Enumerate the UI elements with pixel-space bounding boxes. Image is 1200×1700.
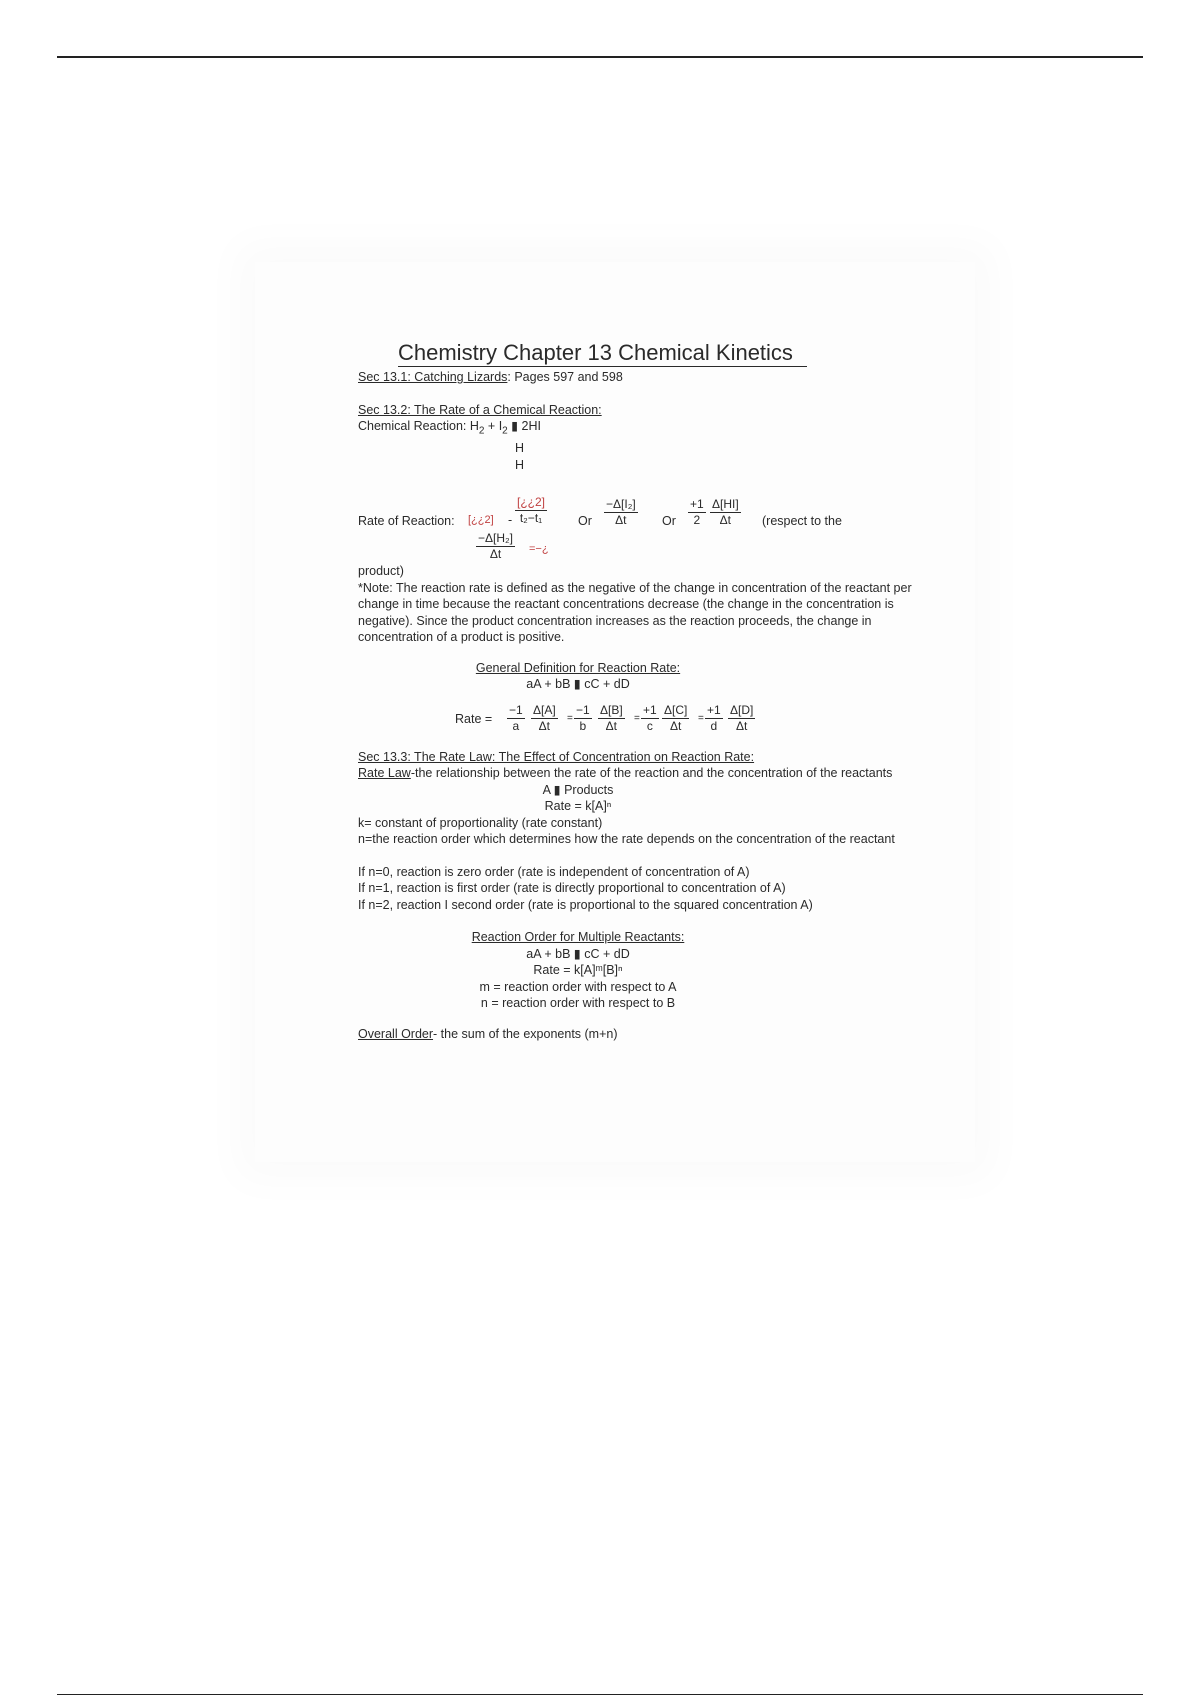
rate-term-c-delta: $\frac{\Delta[C]}{\Delta t}$ xyxy=(664,702,688,733)
order-zero: If n=0, reaction is zero order (rate is independent of concentration of A) xyxy=(358,864,750,879)
multiple-reactants-block xyxy=(298,929,858,1012)
fraction-3-coef: $\frac{+1}{2}$ xyxy=(690,497,704,527)
multiple-reactants-equation: aA + bB ▮ cC + dD xyxy=(526,946,630,961)
rate-term-b-delta: $\frac{\Delta[B]}{\Delta t}$ xyxy=(600,702,623,733)
document-title: Chemistry Chapter 13 Chemical Kinetics xyxy=(398,340,807,367)
respect-text: (respect to the xyxy=(762,514,842,528)
rate-law-equations xyxy=(298,782,858,815)
general-rate-expression: Rate = $\frac{-1}{a}$ $\frac{\Delta[A]}{\Delta t}$ = $\frac{-1}{b}$ $\frac{\Delta[B]}{\Delta t}$ = $\frac{+1}{c}$ $\frac{\Delta[C]}{\Delta t}$ = $\frac{+1}{d}$ $\frac{\Delta[D]}{\Delta t}$ xyxy=(455,702,754,733)
multiple-reactants-heading: Reaction Order for Multiple Reactants: xyxy=(471,930,685,944)
n-order-definition: n = reaction order with respect to B xyxy=(480,996,676,1010)
fraction-4-tail: =−¿ xyxy=(529,543,549,555)
rate-term-d-delta: $\frac{\Delta[D]}{\Delta t}$ xyxy=(730,702,754,733)
general-definition-heading: General Definition for Reaction Rate: xyxy=(475,660,681,675)
product-text: product) xyxy=(358,564,404,578)
chemical-reaction-line: Chemical Reaction: $H_2 + I_2$ ▮ 2HI xyxy=(358,419,542,437)
rate-law-definition: Rate Law-the relationship between the rate of the reaction and the concentration of the reactants xyxy=(358,766,893,780)
h-label-1: H xyxy=(515,441,525,455)
general-equation: aA + bB ▮ cC + dD xyxy=(526,677,630,691)
sec-13-3-heading: Sec 13.3: The Rate Law: The Effect of Concentration on Reaction Rate: xyxy=(358,749,755,764)
m-definition: m = reaction order with respect to A xyxy=(479,979,677,994)
fraction-2: $\frac{\text{−Δ[I₂]}}{\Delta t}$ xyxy=(606,497,636,527)
fraction-3: $\frac{\Delta[HI]}{\Delta t}$ xyxy=(712,497,739,527)
overall-order-line: Overall Order- the sum of the exponents (m+n) xyxy=(358,1026,618,1041)
sec-13-1-line xyxy=(358,369,918,386)
sec-13-2-heading: Sec 13.2: The Rate of a Chemical Reaction: xyxy=(358,402,602,417)
sec-13-1-pages: : Pages 597 and 598 xyxy=(507,370,623,384)
order-second: If n=2, reaction I second order (rate is proportional to the squared concentration A) xyxy=(358,897,813,912)
n-definition: n=the reaction order which determines how the rate depends on the concentration of the reactant xyxy=(358,832,895,846)
rate-law-reaction: A ▮ Products xyxy=(542,782,614,797)
rate-term-d-coef: $\frac{+1}{d}$ xyxy=(707,702,721,733)
fraction-1: $\frac{[¿¿2]}{\text{t₂−t₁}}$ xyxy=(517,495,546,525)
rate-term-a-coef: $\frac{-1}{a}$ xyxy=(509,702,523,733)
rate-term-b-coef: $\frac{-1}{b}$ xyxy=(576,702,590,733)
order-first: If n=1, reaction is first order (rate is directly proportional to concentration of A) xyxy=(358,881,786,895)
general-rate-label: Rate = xyxy=(455,711,493,726)
document-body xyxy=(358,340,918,1042)
fraction-4: $\frac{\text{−Δ[H₂]}}{\Delta t}$ xyxy=(478,531,514,561)
or-label-2: Or xyxy=(662,514,676,528)
rate-of-reaction-label: Rate of Reaction: xyxy=(358,514,455,528)
rate-term-a-delta: $\frac{\Delta[A]}{\Delta t}$ xyxy=(533,702,556,733)
sec-13-1-heading: Sec 13.1: Catching Lizards xyxy=(358,370,508,384)
h-label-2: H xyxy=(515,457,525,472)
page-top-rule xyxy=(57,56,1143,58)
fraction-1-left: [¿¿2] xyxy=(468,514,494,526)
general-definition-block xyxy=(298,660,858,693)
multiple-reactants-rate: Rate = k[A]ᵐ[B]ⁿ xyxy=(533,963,623,977)
rate-of-reaction-equations: Rate of Reaction: [¿¿2] - $\frac{[¿¿2]}{\text{t₂−t₁}}$ Or $\frac{\text{−Δ[I₂]}}{\Delta t}$ Or $\frac{+1}{2}$ $\frac{\Delta[HI]}{\Delta t}$ (respect to the $\frac{\text{−Δ[H₂]}}{\Delta t}$ =−¿ xyxy=(358,495,842,561)
rate-term-c-coef: $\frac{+1}{c}$ xyxy=(643,702,657,733)
rate-law-expression: Rate = k[A]ⁿ xyxy=(544,799,612,813)
page-bottom-rule xyxy=(57,1694,1143,1695)
or-label-1: Or xyxy=(578,514,592,528)
k-definition: k= constant of proportionality (rate constant) xyxy=(358,815,603,830)
note-paragraph: *Note: The reaction rate is defined as the negative of the change in concentration of the reactant per change in time because the reactant concentrations decrease (the change in the concentration is negative). Since the product concentration increases as the reaction proceeds, the change in concentration of a product is positive. xyxy=(358,580,912,644)
